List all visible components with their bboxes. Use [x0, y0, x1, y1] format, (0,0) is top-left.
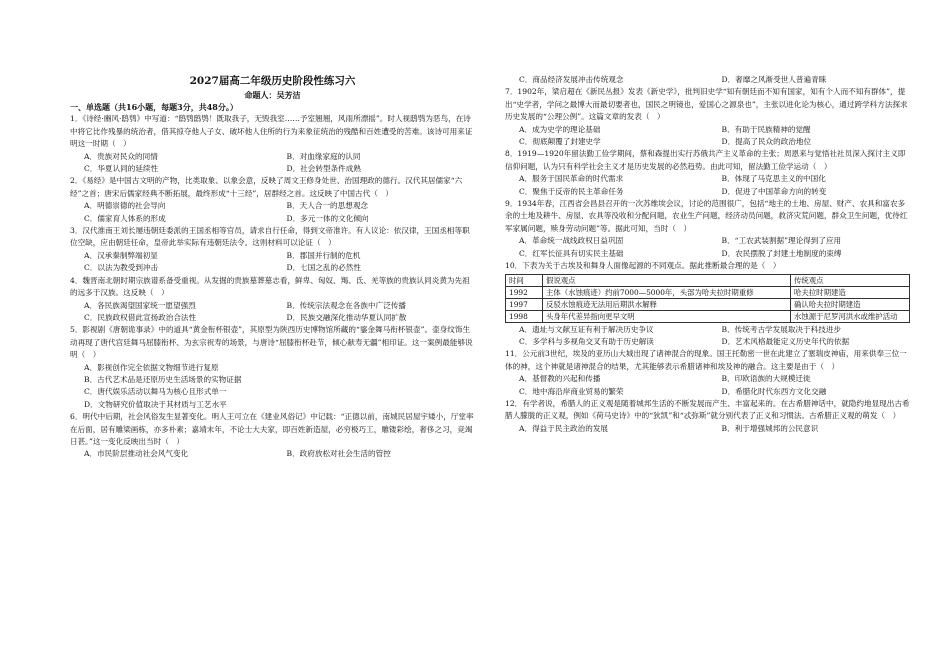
option-a: A．得益于民主政治的发展 — [519, 423, 609, 433]
question-11 — [505, 348, 910, 398]
question-3 — [70, 225, 475, 275]
option-b: B．对血缘家庭的认同 — [286, 151, 361, 161]
option-c: C．儒家育人体系的形成 — [84, 213, 166, 223]
option-a: A．各民族渴望国家统一愿望强烈 — [84, 300, 196, 310]
table-header: 假说观点 — [543, 274, 791, 286]
question-8 — [505, 148, 910, 198]
question-12 — [505, 398, 910, 435]
question-6-continued — [505, 74, 910, 86]
option-d: D．提高了民众的政治地位 — [721, 137, 812, 147]
option-c: C．红军长征具有切实民主基础 — [519, 248, 624, 258]
option-a: A．基督教的兴起和传播 — [519, 374, 601, 384]
question-1 — [70, 113, 475, 175]
question-4 — [70, 275, 475, 325]
option-a: A．影视创作完全依据文物细节进行复原 — [84, 362, 219, 372]
option-b: B．利于增强城邦的公民意识 — [721, 423, 819, 433]
option-c: C．多学科与多视角交叉有助于历史解读 — [519, 336, 654, 346]
question-10 — [505, 260, 910, 348]
table-cell: 1997 — [506, 298, 543, 310]
question-5 — [70, 324, 475, 411]
right-column — [505, 74, 910, 435]
table-cell: 水蚀源于尼罗河洪水或维护活动 — [791, 310, 910, 322]
question-text: 4．魏晋南北朝时期宗族谱系备受重视。从发掘的贵族墓葬墓志看，鲜卑、匈奴、羯、氐、羌等族的贵族认同炎黄为先祖的远多于汉族。这反映（ ） — [70, 275, 470, 298]
question-text: 8．1919—1920年留法勤工俭学期间，蔡和森提出实行苏俄共产主义革命的主张；周恩来与觉悟社社员深入探讨主义即信仰问题，认为只有科学社会主义才是历史发展的必然趋势。由此可知，留法勤工俭学运动（ ） — [505, 149, 906, 171]
question-text: 12．有学者说，希腊人的正义观是随着城邦生活的不断发展而产生、丰富起来的。在古希腊神话中，就隐约地显现出古希腊人朦胧的正义观，例如《荷马史诗》中的“狄凯”和“忒弥斯”就分别代表了正义和习惯法。古希腊正义观的萌发（ ） — [505, 398, 910, 421]
question-text: 5．影视剧《唐朝诡事录》中的道具“黄金衔杯银壶”，其原型为陕西历史博物馆所藏的“鎏金舞马衔杯银壶”。壶身纹饰生动再现了唐代宫廷舞马屈膝衔杯、为玄宗祝寿的场景，与唐诗“屈膝衔杯赴节，倾心献寿无疆”相印证。这一案例最能够说明（ ） — [70, 325, 473, 360]
question-text: 10．下表为关于古埃及和舞身人面像起源的不同观点。据此推断最合理的是（ ） — [505, 261, 781, 271]
option-d: D．促进了中国革命方向的转变 — [721, 186, 827, 196]
option-a: A．成为史学的理论基础 — [519, 124, 601, 134]
option-b: B．体现了马克思主义的中国化 — [721, 174, 826, 184]
option-b: B．政府放松对社会生活的管控 — [286, 449, 391, 459]
question-text: 2．《易经》是中国古文明的产物，比类取象、以象会意，反映了周文王修身处世、治国理政的德行。汉代其居儒家“六经”之首；唐宋后儒家经典不断拓展，最终形成“十三经”，居群经之首。这反映了中国古代（ ） — [70, 176, 463, 198]
option-c: C．地中海沿岸商业贸易的繁荣 — [519, 386, 624, 396]
option-a: A．革命统一战线政权日益巩固 — [519, 236, 624, 246]
option-c: C．以法为教受到冲击 — [84, 263, 159, 273]
table-header: 传统观点 — [791, 274, 910, 286]
table-cell: 头身年代差异指向更早文明 — [543, 310, 791, 322]
question-text: 7．1902年，梁启超在《新民丛报》发表《新史学》，批判旧史学“知有朝廷而不知有国家，知有个人而不知有群体”，提出“史学者，学问之最博大而最切要者也，国民之明镜也，爱国心之源泉也”，主张以进化论为核心，通过跨学科方法探求历史发展的“公理公例”。这篇文章的发表（ ） — [505, 87, 908, 122]
question-9 — [505, 198, 910, 260]
option-b: B．传统考古学发展取决于科技进步 — [721, 324, 841, 334]
question-6 — [70, 411, 475, 461]
question-2 — [70, 175, 475, 225]
option-a: A．明德崇德的社会导向 — [84, 201, 166, 211]
question-text: 6．明代中后期，社会风俗发生显著变化。明人王可立在《建业风俗记》中记载：“正德以前，南城民居屋宇矮小，厅堂率在后面，居有雕梁画栋，亦多朴素；嘉靖末年，不论士大夫家，即百姓新造屋，必穷极巧工，雕镂彩绘，奢侈之习，竞竭日甚。”这一变化反映出当时（ ） — [70, 412, 474, 446]
question-7 — [505, 86, 910, 148]
table-header: 时间 — [506, 274, 543, 286]
option-b: B．郡国并行制的危机 — [286, 250, 361, 260]
option-a: A．汉承秦制弊端初显 — [84, 250, 158, 260]
option-c: C．唐代娱乐活动以舞马为核心且形式单一 — [84, 387, 227, 397]
option-d: D．希腊化时代东西方文化交融 — [721, 386, 827, 396]
author-line: 命题人：吴芳洁 — [244, 90, 301, 100]
option-c: C．商品经济发展冲击传统观念 — [519, 75, 624, 84]
table-cell: 1998 — [506, 310, 543, 322]
left-column — [70, 74, 475, 461]
option-b: B．古代艺术品是还原历史生活场景的实物证据 — [84, 374, 242, 384]
option-b: B．“工农武装割据”理论得到了应用 — [721, 236, 842, 246]
question-text: 1．《诗经·豳风·鸱鸮》中写道：“鸱鸮鸱鸮！既取我子，无毁我室……予室翘翘，风雨所漂摇”。时人视鸱鸮为恶鸟，在诗中将它比作残暴的统治者，借其掠夺他人子女、破坏他人住所的行为来象征统治的残酷和百姓遭受的苦难。该诗可用来证明这一时期（ ） — [70, 114, 473, 149]
viewpoint-table — [505, 274, 910, 323]
option-c: C．华夏认同的延续性 — [84, 164, 159, 174]
option-d: D．七国之乱的必然性 — [286, 263, 361, 273]
question-text: 9．1934年春，江西省会昌县召开的一次苏维埃会议，讨论的范围很广，包括“地主的土地、房屋、财产、农具和富农多余的土地及耕牛、房屋、农具等没收和分配问题，农业生产问题，经济动员问题，救济灾荒问题，群众卫生问题，优待红军家属问题，赎身劳动问题”等。据此可知，当时（ ） — [505, 199, 908, 233]
option-a: A．遗址与文献互证有利于解决历史争议 — [519, 324, 654, 334]
option-a: A．市民阶层推动社会风气变化 — [84, 449, 189, 459]
option-b: B．传统宗法观念在各族中广泛传播 — [286, 300, 406, 310]
table-cell: 主体（水蚀痕迹）约前7000—5000年，头部为哈夫拉时期重修 — [543, 286, 791, 298]
option-b: B．有助于民族精神的觉醒 — [721, 124, 811, 134]
option-a: A．服务于国民革命的时代需求 — [519, 174, 624, 184]
option-b: B．印欧语族的大规模迁徙 — [721, 374, 811, 384]
table-cell: 哈夫拉时期建造 — [791, 286, 910, 298]
option-d: D．多元一体的文化倾向 — [286, 213, 369, 223]
option-d: D．社会转型条件成熟 — [286, 164, 361, 174]
table-cell: 1992 — [506, 286, 543, 298]
table-row — [506, 286, 910, 298]
table-row — [506, 310, 910, 322]
option-d: D．文物研究价值取决于其材质与工艺水平 — [84, 399, 227, 409]
option-a: A．贵族对民众的同情 — [84, 151, 158, 161]
page-title: 2027届高二年级历史阶段性练习六 — [189, 75, 356, 87]
table-row — [506, 298, 910, 310]
option-d: D．民族交融深化推动华夏认同扩散 — [286, 312, 407, 322]
option-c: C．聚焦于反帝的民主革命任务 — [519, 186, 624, 196]
table-header-row — [506, 274, 910, 286]
table-cell: 反驳水蚀痕迹无法用后期洪水解释 — [543, 298, 791, 310]
option-b: B．天人合一的思想观念 — [286, 201, 369, 211]
option-c: C．民族政权借此宣扬政治合法性 — [84, 312, 197, 322]
option-d: D．农民摆脱了封建土地制度的束缚 — [721, 248, 842, 258]
option-c: C．彻底颠覆了封建史学 — [519, 137, 601, 147]
question-text: 3．汉代淮南王刘长屡违朝廷委派的王国丞相等官员，请求自行任命，得到文帝准许。有人议论：依汉律，王国丞相等职位空缺，应由朝廷任命，皇帝此举实际有违朝廷法令。这则材料可以论证（ ） — [70, 226, 470, 248]
option-d: D．奢靡之风渐受世人普遍青睐 — [721, 75, 827, 84]
section-heading: 一、单选题（共16小题，每题3分，共48分。） — [70, 102, 238, 112]
table-cell: 确认哈夫拉时期建造 — [791, 298, 910, 310]
question-text: 11．公元前3世纪，埃及的亚历山大城出现了诸神混合的现象。国王托勒密一世在此建立了塞瑞皮神庙，用来供奉三位一体的神，这个神就是诸神混合的结果，尤其能够表示希腊诸神和埃及神的融合。这主要是由于（ ） — [505, 349, 907, 371]
option-d: D．艺术风格最能定义历史年代的依据 — [721, 336, 850, 346]
